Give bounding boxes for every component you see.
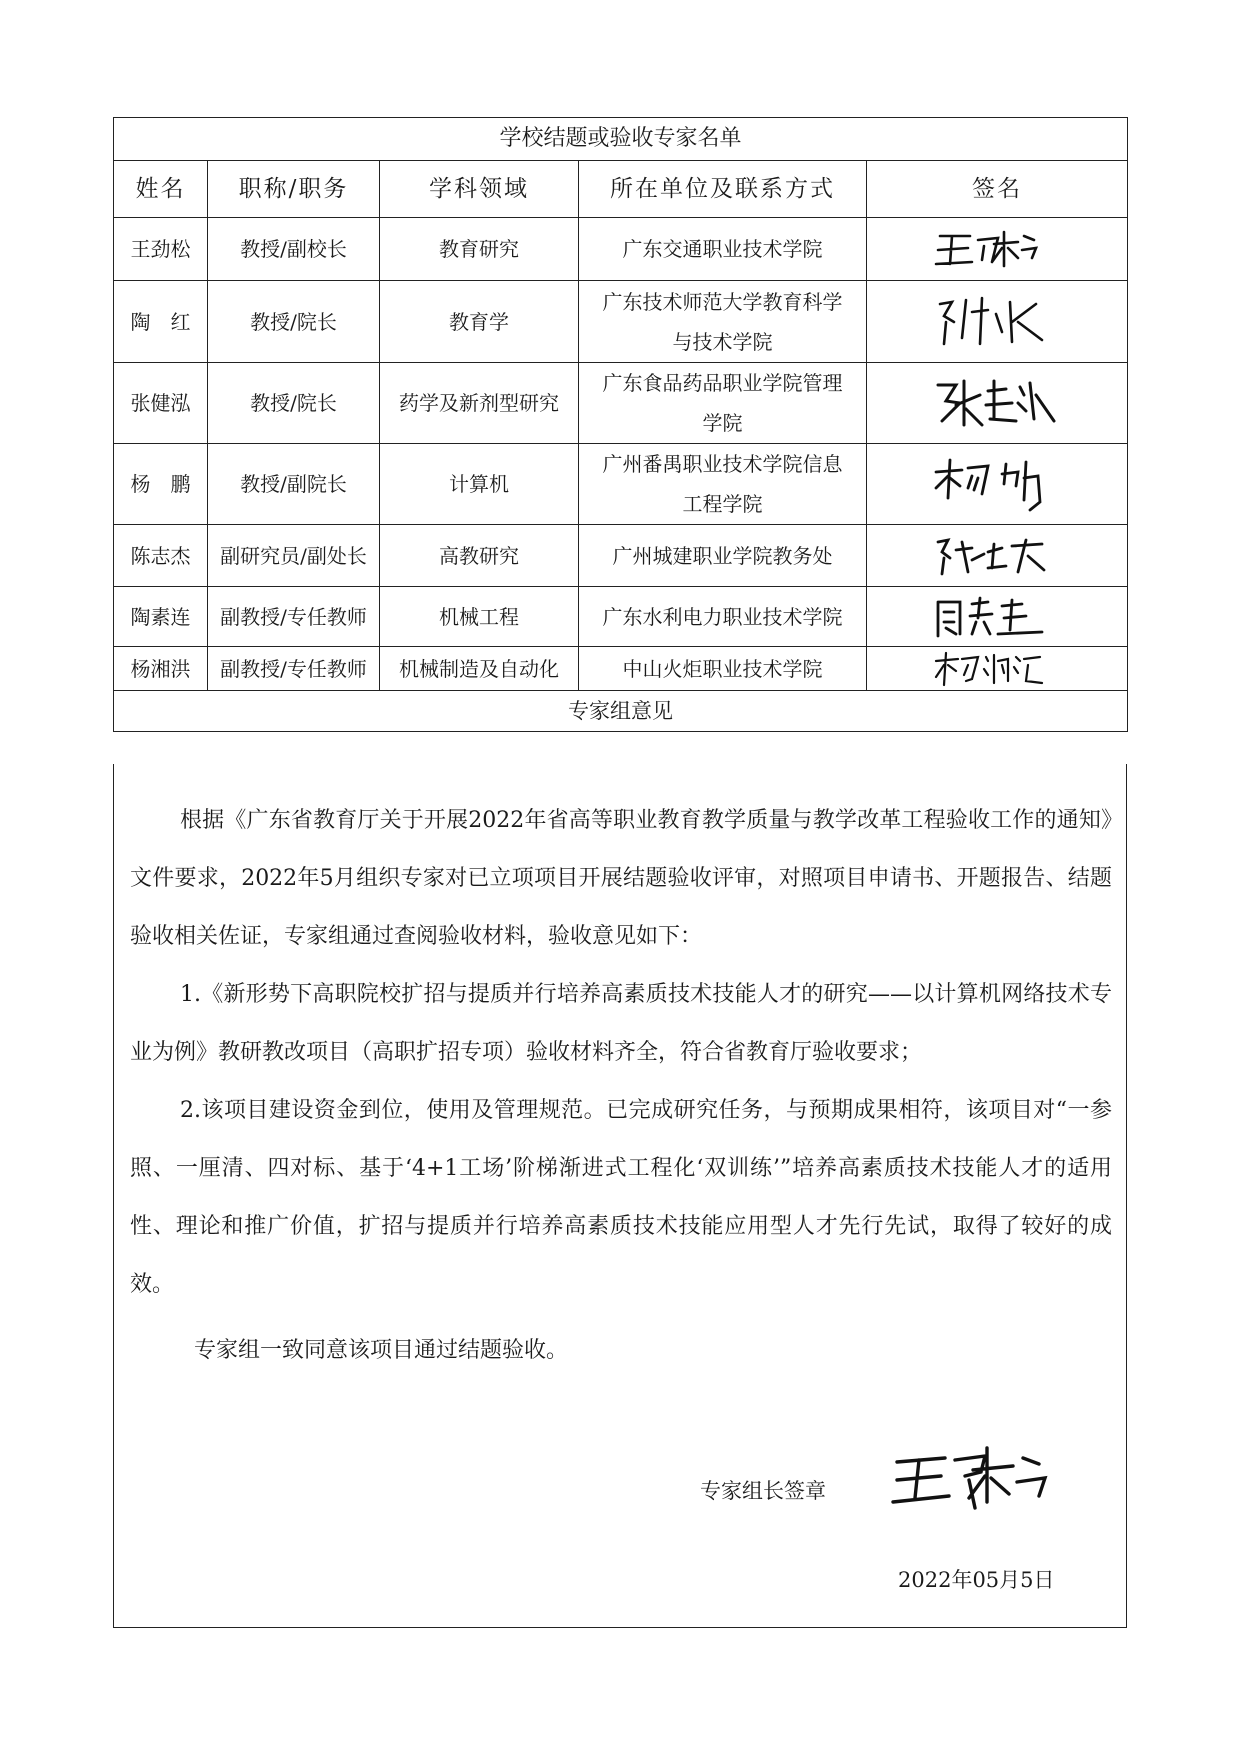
expert-field: 计算机	[380, 444, 579, 525]
expert-field: 教育学	[380, 281, 579, 363]
unit-line: 广东技术师范大学教育科学	[602, 289, 843, 314]
opinion-title: 专家组意见	[114, 691, 1128, 732]
opinion-paragraph: 1.《新形势下高职院校扩招与提质并行培养高素质技术技能人才的研究——以计算机网络技术专业为例》教研教改项目（高职扩招专项）验收材料齐全，符合省教育厅验收要求；	[130, 982, 1112, 1065]
expert-title: 副研究员/副处长	[208, 525, 380, 587]
expert-title: 副教授/专任教师	[208, 647, 380, 691]
expert-table	[113, 117, 1128, 732]
expert-title: 教授/院长	[208, 281, 380, 363]
signature-image	[867, 587, 1128, 647]
table-row	[114, 281, 1128, 363]
unit-line: 与技术学院	[672, 329, 773, 354]
expert-unit	[579, 647, 867, 691]
expert-name: 陈志杰	[114, 525, 208, 587]
header-field: 学科领域	[380, 161, 579, 218]
expert-field: 机械工程	[380, 587, 579, 647]
signature-image	[867, 281, 1128, 363]
signature-image	[867, 363, 1128, 444]
leader-signature-image	[889, 1436, 1079, 1526]
expert-unit	[579, 444, 867, 525]
expert-name: 陶 红	[114, 281, 208, 363]
signing-date: 2022年05月5日	[898, 1568, 1055, 1592]
expert-name: 王劲松	[114, 218, 208, 281]
expert-unit	[579, 525, 867, 587]
header-name: 姓名	[114, 161, 208, 218]
table-row	[114, 218, 1128, 281]
opinion-paragraph: 2.该项目建设资金到位，使用及管理规范。已完成研究任务，与预期成果相符，该项目对“一参照、一厘清、四对标、基于‘4+1工场’阶梯渐进式工程化‘双训练’”培养高素质技术技能人才的适用性、理论和推广价值，扩招与提质并行培养高素质技术技能应用型人才先行先试，取得了较好的成效。	[130, 1098, 1112, 1297]
table-title: 学校结题或验收专家名单	[114, 118, 1128, 161]
expert-unit	[579, 218, 867, 281]
signature-image	[867, 525, 1128, 587]
opinion-conclusion: 专家组一致同意该项目通过结题验收。	[194, 1338, 569, 1363]
table-row	[114, 363, 1128, 444]
expert-field: 教育研究	[380, 218, 579, 281]
expert-name: 杨 鹏	[114, 444, 208, 525]
expert-title: 教授/副院长	[208, 444, 380, 525]
table-row	[114, 647, 1128, 691]
expert-unit	[579, 281, 867, 363]
opinion-section	[113, 764, 1127, 1628]
unit-line: 广州城建职业学院教务处	[612, 543, 833, 568]
expert-name: 陶素连	[114, 587, 208, 647]
unit-line: 广东食品药品职业学院管理	[602, 371, 843, 395]
unit-line: 工程学院	[682, 492, 763, 516]
header-signature: 签名	[867, 161, 1128, 218]
expert-title: 教授/副校长	[208, 218, 380, 281]
signature-image	[867, 647, 1128, 691]
unit-line: 广东水利电力职业技术学院	[602, 604, 843, 629]
document-page	[113, 117, 1127, 1629]
expert-field: 高教研究	[380, 525, 579, 587]
expert-field: 机械制造及自动化	[380, 647, 579, 691]
expert-unit	[579, 587, 867, 647]
table-row	[114, 444, 1128, 525]
expert-name: 张健泓	[114, 363, 208, 444]
signature-image	[867, 444, 1128, 525]
table-header-row	[114, 161, 1128, 218]
expert-field: 药学及新剂型研究	[380, 363, 579, 444]
unit-line: 中山火炬职业技术学院	[622, 656, 823, 681]
expert-unit	[579, 363, 867, 444]
table-row	[114, 587, 1128, 647]
unit-line: 广州番禺职业技术学院信息	[602, 452, 843, 476]
expert-title: 教授/院长	[208, 363, 380, 444]
unit-line: 广东交通职业技术学院	[622, 237, 823, 261]
opinion-paragraph: 根据《广东省教育厅关于开展2022年省高等职业教育教学质量与教学改革工程验收工作的通知》文件要求，2022年5月组织专家对已立项项目开展结题验收评审，对照项目申请书、开题报告、结题验收相关佐证，专家组通过查阅验收材料，验收意见如下：	[130, 808, 1112, 949]
expert-name: 杨湘洪	[114, 647, 208, 691]
unit-line: 学院	[702, 411, 743, 435]
signature-image	[867, 218, 1128, 281]
header-unit: 所在单位及联系方式	[579, 161, 867, 218]
header-title: 职称/职务	[208, 161, 380, 218]
table-row	[114, 525, 1128, 587]
expert-title: 副教授/专任教师	[208, 587, 380, 647]
leader-sign-label: 专家组长签章	[700, 1479, 826, 1503]
